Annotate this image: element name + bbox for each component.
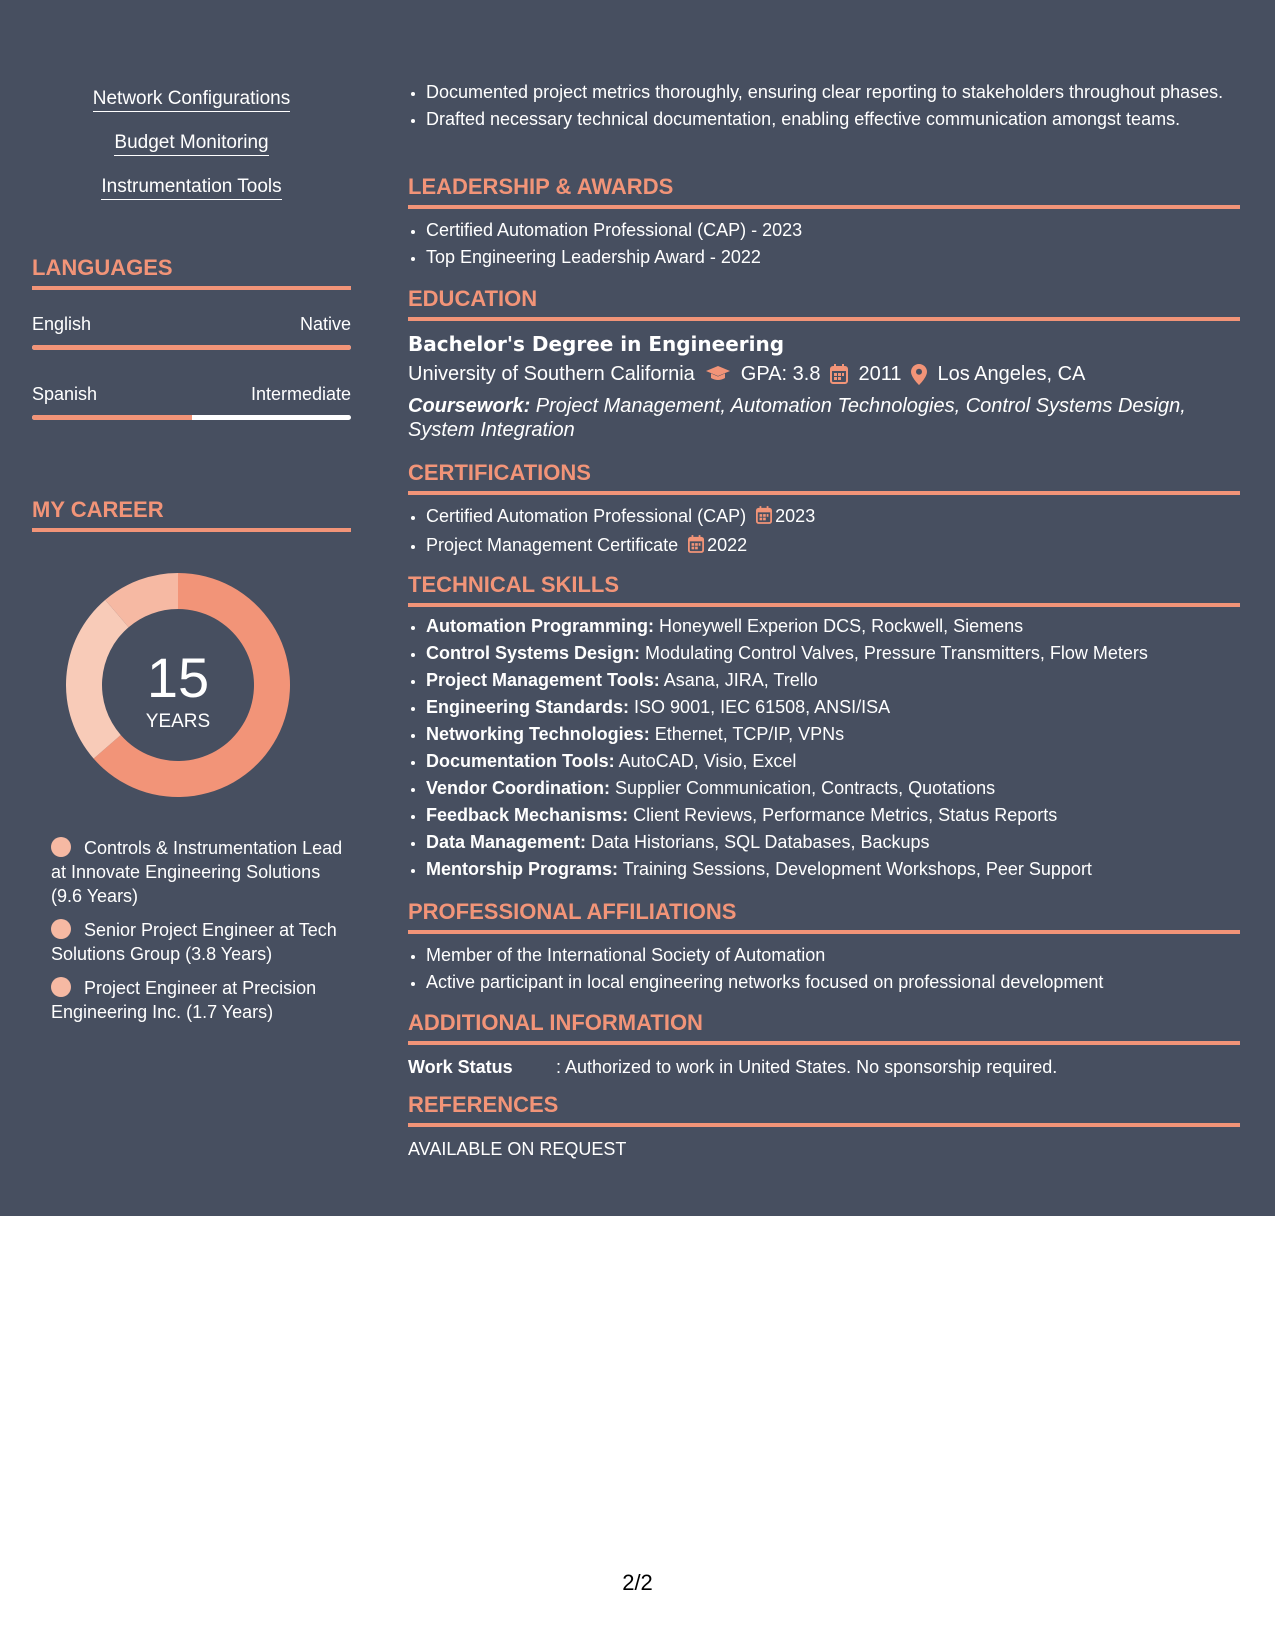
career-heading: MY CAREER bbox=[32, 496, 351, 532]
skill-label: Control Systems Design: bbox=[426, 643, 641, 663]
calendar-icon bbox=[830, 364, 848, 384]
skill-item bbox=[426, 695, 1240, 719]
skill-label: Vendor Coordination: bbox=[426, 778, 610, 798]
skill-item bbox=[426, 830, 1240, 854]
skill-value: Ethernet, TCP/IP, VPNs bbox=[649, 724, 845, 744]
skill-value: Asana, JIRA, Trello bbox=[659, 670, 818, 690]
skill-budget-monitoring[interactable]: Budget Monitoring bbox=[114, 132, 268, 156]
skill-label: Data Management: bbox=[426, 832, 587, 852]
skill-value: AutoCAD, Visio, Excel bbox=[614, 751, 797, 771]
skill-value: Client Reviews, Performance Metrics, Status Reports bbox=[628, 805, 1058, 825]
additional-info-heading: ADDITIONAL INFORMATION bbox=[408, 1009, 1240, 1045]
affiliations-heading: PROFESSIONAL AFFILIATIONS bbox=[408, 898, 1240, 934]
degree-title: Bachelor's Degree in Engineering bbox=[408, 332, 785, 356]
career-donut-segment bbox=[66, 600, 129, 759]
career-item bbox=[51, 836, 351, 908]
career-item bbox=[51, 918, 351, 966]
language-proficiency-bar bbox=[32, 415, 351, 420]
skill-label: Automation Programming: bbox=[426, 616, 654, 636]
skill-label: Documentation Tools: bbox=[426, 751, 615, 771]
leadership-item: • Top Engineering Leadership Award - 2022 bbox=[426, 245, 1240, 269]
skill-value: ISO 9001, IEC 61508, ANSI/ISA bbox=[629, 697, 891, 717]
language-spanish bbox=[32, 383, 351, 420]
graduation-cap-icon bbox=[705, 365, 731, 383]
technical-skills-heading: TECHNICAL SKILLS bbox=[408, 571, 1240, 607]
skill-label: Networking Technologies: bbox=[426, 724, 650, 744]
language-proficiency-fill bbox=[32, 415, 192, 420]
legend-dot-icon bbox=[51, 977, 71, 997]
skill-item bbox=[426, 722, 1240, 746]
experience-bullet: • Drafted necessary technical documentation, enabling effective communication amongst teams. bbox=[426, 107, 1240, 131]
references-heading: REFERENCES bbox=[408, 1091, 1240, 1127]
career-total-number: 15 bbox=[146, 646, 210, 709]
language-proficiency-bar bbox=[32, 345, 351, 350]
skill-item bbox=[426, 668, 1240, 692]
skill-value: Modulating Control Valves, Pressure Transmitters, Flow Meters bbox=[640, 643, 1148, 663]
certification-item bbox=[426, 504, 1240, 530]
additional-info-section bbox=[408, 1009, 1240, 1079]
skill-network-configurations[interactable]: Network Configurations bbox=[93, 88, 290, 112]
skill-label: Project Management Tools: bbox=[426, 670, 660, 690]
skill-label: Mentorship Programs: bbox=[426, 859, 619, 879]
skill-item bbox=[426, 641, 1240, 665]
technical-skills-section bbox=[408, 571, 1240, 884]
skill-item bbox=[426, 857, 1240, 881]
career-total-unit: YEARS bbox=[145, 711, 211, 732]
career-item bbox=[51, 976, 351, 1024]
graduation-year: 2011 bbox=[858, 363, 902, 385]
skill-label: Engineering Standards: bbox=[426, 697, 630, 717]
skill-value: Data Historians, SQL Databases, Backups bbox=[586, 832, 930, 852]
skill-value: Honeywell Experion DCS, Rockwell, Siemens bbox=[654, 616, 1024, 636]
affiliation-item: • Member of the International Society of Automation bbox=[426, 943, 1240, 967]
language-level: Intermediate bbox=[250, 384, 351, 404]
career-item-text: Project Engineer at Precision Engineering Inc. (1.7 Years) bbox=[51, 978, 317, 1022]
career-item-text: Senior Project Engineer at Tech Solutions Group (3.8 Years) bbox=[51, 920, 337, 964]
language-english bbox=[32, 313, 351, 350]
skills-list bbox=[32, 88, 351, 220]
affiliations-section bbox=[408, 898, 1240, 997]
language-level: Native bbox=[299, 314, 351, 334]
affiliation-item: • Active participant in local engineering networks focused on professional development bbox=[426, 970, 1240, 994]
language-name: Spanish bbox=[32, 384, 98, 404]
skill-label: Feedback Mechanisms: bbox=[426, 805, 629, 825]
education-section bbox=[408, 285, 1240, 442]
calendar-icon bbox=[756, 506, 772, 530]
coursework-label: Coursework: bbox=[408, 395, 531, 417]
certifications-section bbox=[408, 459, 1240, 562]
work-status-label: Work Status bbox=[408, 1057, 513, 1077]
references-text: AVAILABLE ON REQUEST bbox=[408, 1139, 627, 1159]
education-details bbox=[408, 360, 1240, 388]
career-item-text: Controls & Instrumentation Lead at Innovate Engineering Solutions (9.6 Years) bbox=[51, 838, 343, 906]
coursework-list: Project Management, Automation Technologies, Control Systems Design, System Integration bbox=[408, 395, 1186, 441]
work-status-value: : Authorized to work in United States. No sponsorship required. bbox=[556, 1057, 1058, 1077]
certification-name: Certified Automation Professional (CAP) bbox=[426, 506, 747, 526]
language-name: English bbox=[32, 314, 92, 334]
certification-name: Project Management Certificate bbox=[426, 535, 679, 555]
skill-item bbox=[426, 614, 1240, 638]
legend-dot-icon bbox=[51, 919, 71, 939]
leadership-item: • Certified Automation Professional (CAP) - 2023 bbox=[426, 218, 1240, 242]
location-pin-icon bbox=[911, 364, 927, 385]
page-number: 2/2 bbox=[622, 1570, 653, 1595]
skill-value: Training Sessions, Development Workshops, Peer Support bbox=[618, 859, 1092, 879]
skill-item bbox=[426, 749, 1240, 773]
work-status-row bbox=[408, 1055, 1240, 1079]
certifications-heading: CERTIFICATIONS bbox=[408, 459, 1240, 495]
skill-item bbox=[426, 803, 1240, 827]
calendar-icon bbox=[688, 535, 704, 559]
languages-heading: LANGUAGES bbox=[32, 254, 351, 290]
experience-continued bbox=[408, 80, 1240, 134]
skill-instrumentation-tools[interactable]: Instrumentation Tools bbox=[101, 176, 281, 200]
school-location: Los Angeles, CA bbox=[937, 363, 1086, 385]
sidebar bbox=[32, 0, 351, 1216]
experience-bullet: • Documented project metrics thoroughly, ensuring clear reporting to stakeholders throughout phases. bbox=[426, 80, 1240, 104]
skill-item bbox=[426, 776, 1240, 800]
legend-dot-icon bbox=[51, 837, 71, 857]
skill-value: Supplier Communication, Contracts, Quotations bbox=[610, 778, 996, 798]
leadership-section bbox=[408, 173, 1240, 272]
gpa: GPA: 3.8 bbox=[740, 363, 821, 385]
references-section bbox=[408, 1091, 1240, 1161]
certification-year: 2023 bbox=[775, 506, 816, 526]
career-donut-chart bbox=[66, 573, 290, 797]
school-name: University of Southern California bbox=[408, 363, 695, 385]
education-heading: EDUCATION bbox=[408, 285, 1240, 321]
language-proficiency-fill bbox=[32, 345, 351, 350]
leadership-heading: LEADERSHIP & AWARDS bbox=[408, 173, 1240, 209]
career-legend bbox=[51, 836, 351, 1034]
certification-year: 2022 bbox=[707, 535, 748, 555]
coursework bbox=[408, 394, 1240, 442]
certification-item bbox=[426, 533, 1240, 559]
